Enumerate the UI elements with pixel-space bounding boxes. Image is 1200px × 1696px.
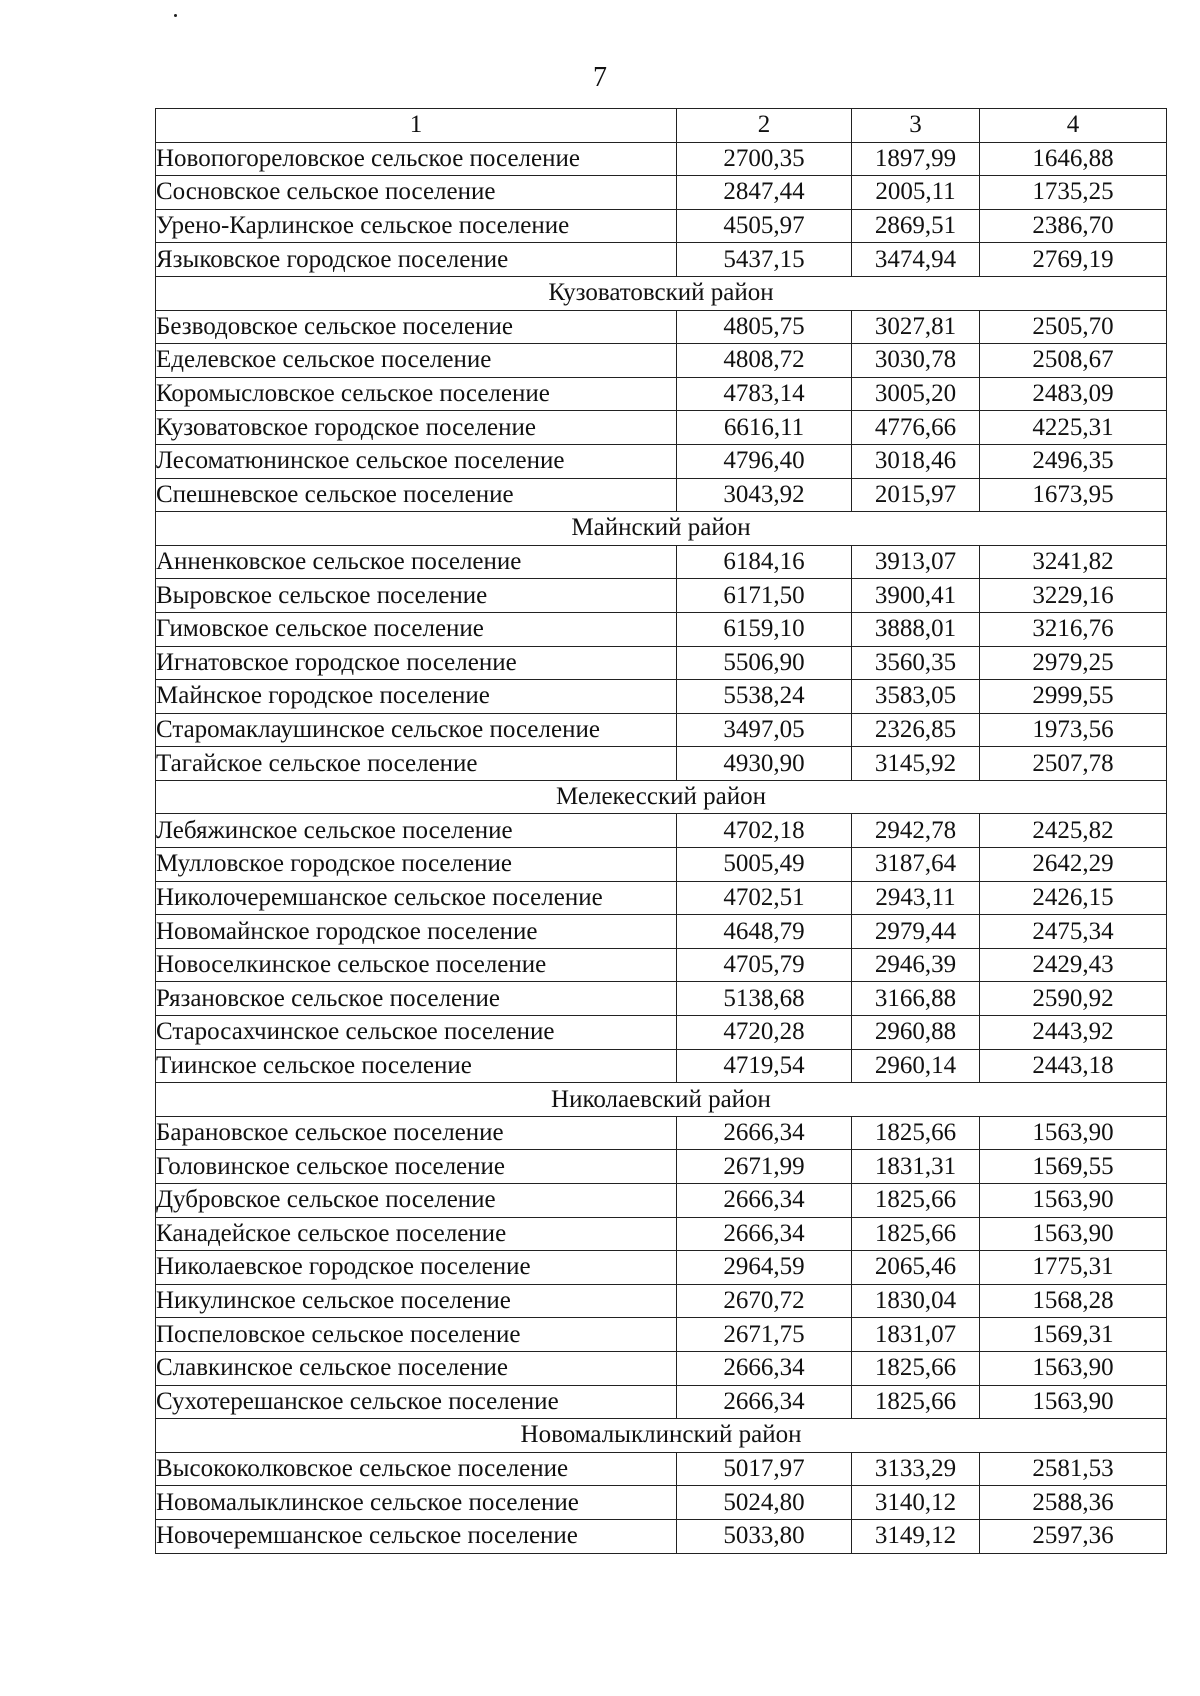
table-row (156, 142, 1167, 176)
table-header-row (156, 109, 1167, 143)
value-col-2: 5033,80 (677, 1519, 852, 1553)
value-col-4: 1569,31 (980, 1318, 1167, 1352)
settlement-name: Головинское сельское поселение (156, 1150, 677, 1184)
value-col-2: 2666,34 (677, 1184, 852, 1218)
value-col-4: 2443,18 (980, 1049, 1167, 1083)
settlement-name: Новоселкинское сельское поселение (156, 948, 677, 982)
value-col-3: 2943,11 (852, 881, 980, 915)
settlement-name: Старосахчинское сельское поселение (156, 1016, 677, 1050)
settlement-name: Сухотерешанское сельское поселение (156, 1385, 677, 1419)
value-col-4: 2386,70 (980, 209, 1167, 243)
settlement-name: Канадейское сельское поселение (156, 1217, 677, 1251)
settlement-name: Новочеремшанское сельское поселение (156, 1519, 677, 1553)
value-col-2: 4808,72 (677, 344, 852, 378)
value-col-2: 2666,34 (677, 1116, 852, 1150)
value-col-2: 2666,34 (677, 1385, 852, 1419)
value-col-4: 2581,53 (980, 1452, 1167, 1486)
value-col-4: 2505,70 (980, 310, 1167, 344)
value-col-2: 2670,72 (677, 1284, 852, 1318)
value-col-3: 1830,04 (852, 1284, 980, 1318)
table-row (156, 1016, 1167, 1050)
value-col-2: 2666,34 (677, 1217, 852, 1251)
value-col-3: 1831,31 (852, 1150, 980, 1184)
value-col-2: 4930,90 (677, 747, 852, 781)
table-row (156, 1452, 1167, 1486)
value-col-3: 3005,20 (852, 377, 980, 411)
value-col-2: 4705,79 (677, 948, 852, 982)
value-col-3: 2946,39 (852, 948, 980, 982)
settlement-name: Лесоматюнинское сельское поселение (156, 444, 677, 478)
settlement-name: Коромысловское сельское поселение (156, 377, 677, 411)
table-row (156, 982, 1167, 1016)
value-col-4: 2588,36 (980, 1486, 1167, 1520)
value-col-3: 3583,05 (852, 680, 980, 714)
value-col-3: 3474,94 (852, 243, 980, 277)
value-col-2: 2847,44 (677, 176, 852, 210)
value-col-3: 3166,88 (852, 982, 980, 1016)
district-header-row (156, 512, 1167, 546)
value-col-2: 2671,99 (677, 1150, 852, 1184)
value-col-3: 1897,99 (852, 142, 980, 176)
value-col-2: 4505,97 (677, 209, 852, 243)
value-col-2: 6184,16 (677, 545, 852, 579)
value-col-3: 3187,64 (852, 848, 980, 882)
settlement-name: Славкинское сельское поселение (156, 1351, 677, 1385)
value-col-3: 3133,29 (852, 1452, 980, 1486)
value-col-2: 4719,54 (677, 1049, 852, 1083)
value-col-3: 1825,66 (852, 1184, 980, 1218)
column-header-3: 3 (852, 109, 980, 143)
value-col-3: 2326,85 (852, 713, 980, 747)
settlements-table (155, 108, 1167, 1554)
settlement-name: Сосновское сельское поселение (156, 176, 677, 210)
settlement-name: Спешневское сельское поселение (156, 478, 677, 512)
value-col-3: 3900,41 (852, 579, 980, 613)
value-col-2: 4783,14 (677, 377, 852, 411)
table-row (156, 545, 1167, 579)
value-col-3: 4776,66 (852, 411, 980, 445)
value-col-4: 2642,29 (980, 848, 1167, 882)
value-col-4: 2426,15 (980, 881, 1167, 915)
table-row (156, 612, 1167, 646)
value-col-4: 2475,34 (980, 915, 1167, 949)
table-row (156, 176, 1167, 210)
value-col-4: 2443,92 (980, 1016, 1167, 1050)
settlement-name: Анненковское сельское поселение (156, 545, 677, 579)
table-body (156, 109, 1167, 1554)
value-col-2: 5005,49 (677, 848, 852, 882)
value-col-4: 4225,31 (980, 411, 1167, 445)
table-row (156, 713, 1167, 747)
value-col-4: 2769,19 (980, 243, 1167, 277)
value-col-4: 1646,88 (980, 142, 1167, 176)
value-col-3: 2960,88 (852, 1016, 980, 1050)
settlement-name: Лебяжинское сельское поселение (156, 814, 677, 848)
value-col-4: 1563,90 (980, 1184, 1167, 1218)
value-col-2: 2671,75 (677, 1318, 852, 1352)
value-col-4: 1569,55 (980, 1150, 1167, 1184)
value-col-4: 1735,25 (980, 176, 1167, 210)
value-col-2: 4702,18 (677, 814, 852, 848)
table-row (156, 243, 1167, 277)
value-col-3: 1825,66 (852, 1116, 980, 1150)
value-col-3: 3888,01 (852, 612, 980, 646)
district-title: Николаевский район (156, 1083, 1167, 1117)
value-col-2: 5138,68 (677, 982, 852, 1016)
settlement-name: Гимовское сельское поселение (156, 612, 677, 646)
settlement-name: Новопогореловское сельское поселение (156, 142, 677, 176)
settlement-name: Мулловское городское поселение (156, 848, 677, 882)
district-title: Майнский район (156, 512, 1167, 546)
table-row (156, 1318, 1167, 1352)
district-header-row (156, 1083, 1167, 1117)
value-col-2: 2964,59 (677, 1251, 852, 1285)
value-col-4: 2999,55 (980, 680, 1167, 714)
settlement-name: Майнское городское поселение (156, 680, 677, 714)
value-col-4: 1563,90 (980, 1351, 1167, 1385)
value-col-3: 1825,66 (852, 1217, 980, 1251)
value-col-3: 2015,97 (852, 478, 980, 512)
settlement-name: Игнатовское городское поселение (156, 646, 677, 680)
district-title: Новомалыклинский район (156, 1419, 1167, 1453)
table-row (156, 310, 1167, 344)
value-col-4: 1673,95 (980, 478, 1167, 512)
value-col-4: 2597,36 (980, 1519, 1167, 1553)
settlement-name: Барановское сельское поселение (156, 1116, 677, 1150)
value-col-2: 5538,24 (677, 680, 852, 714)
table-row (156, 814, 1167, 848)
settlement-name: Поспеловское сельское поселение (156, 1318, 677, 1352)
table-row (156, 747, 1167, 781)
settlement-name: Тагайское сельское поселение (156, 747, 677, 781)
table-row (156, 1284, 1167, 1318)
settlement-name: Кузоватовское городское поселение (156, 411, 677, 445)
value-col-4: 2590,92 (980, 982, 1167, 1016)
table-row (156, 848, 1167, 882)
value-col-2: 5024,80 (677, 1486, 852, 1520)
table-row (156, 1150, 1167, 1184)
value-col-4: 2496,35 (980, 444, 1167, 478)
table-row (156, 1486, 1167, 1520)
value-col-4: 2508,67 (980, 344, 1167, 378)
settlement-name: Старомаклаушинское сельское поселение (156, 713, 677, 747)
settlement-name: Никулинское сельское поселение (156, 1284, 677, 1318)
value-col-4: 1973,56 (980, 713, 1167, 747)
scan-speck (174, 14, 177, 17)
value-col-2: 4648,79 (677, 915, 852, 949)
table-row (156, 915, 1167, 949)
district-header-row (156, 276, 1167, 310)
value-col-4: 1568,28 (980, 1284, 1167, 1318)
value-col-2: 3043,92 (677, 478, 852, 512)
value-col-2: 2666,34 (677, 1351, 852, 1385)
value-col-3: 2942,78 (852, 814, 980, 848)
table-row (156, 579, 1167, 613)
table-row (156, 478, 1167, 512)
settlement-name: Рязановское сельское поселение (156, 982, 677, 1016)
value-col-4: 2979,25 (980, 646, 1167, 680)
column-header-4: 4 (980, 109, 1167, 143)
table-row (156, 1184, 1167, 1218)
district-header-row (156, 780, 1167, 814)
value-col-2: 5506,90 (677, 646, 852, 680)
table-row (156, 1049, 1167, 1083)
value-col-3: 3913,07 (852, 545, 980, 579)
settlement-name: Новомайнское городское поселение (156, 915, 677, 949)
value-col-2: 2700,35 (677, 142, 852, 176)
value-col-2: 3497,05 (677, 713, 852, 747)
value-col-2: 4720,28 (677, 1016, 852, 1050)
table-row (156, 1116, 1167, 1150)
value-col-2: 5017,97 (677, 1452, 852, 1486)
value-col-3: 3560,35 (852, 646, 980, 680)
settlement-name: Дубровское сельское поселение (156, 1184, 677, 1218)
value-col-4: 2429,43 (980, 948, 1167, 982)
column-header-1: 1 (156, 109, 677, 143)
value-col-2: 5437,15 (677, 243, 852, 277)
value-col-3: 3027,81 (852, 310, 980, 344)
value-col-4: 2425,82 (980, 814, 1167, 848)
settlement-name: Урено-Карлинское сельское поселение (156, 209, 677, 243)
value-col-2: 6171,50 (677, 579, 852, 613)
value-col-3: 2979,44 (852, 915, 980, 949)
table-row (156, 646, 1167, 680)
value-col-3: 3140,12 (852, 1486, 980, 1520)
settlement-name: Новомалыклинское сельское поселение (156, 1486, 677, 1520)
value-col-2: 4796,40 (677, 444, 852, 478)
value-col-4: 3229,16 (980, 579, 1167, 613)
value-col-2: 4702,51 (677, 881, 852, 915)
page-number: 7 (593, 62, 607, 93)
table-row (156, 1519, 1167, 1553)
table-row (156, 1385, 1167, 1419)
value-col-3: 2960,14 (852, 1049, 980, 1083)
settlement-name: Еделевское сельское поселение (156, 344, 677, 378)
table-row (156, 444, 1167, 478)
settlement-name: Безводовское сельское поселение (156, 310, 677, 344)
table-row (156, 377, 1167, 411)
table-row (156, 948, 1167, 982)
table-row (156, 209, 1167, 243)
value-col-3: 2005,11 (852, 176, 980, 210)
value-col-3: 1825,66 (852, 1385, 980, 1419)
value-col-4: 2483,09 (980, 377, 1167, 411)
table-row (156, 411, 1167, 445)
value-col-3: 3030,78 (852, 344, 980, 378)
table-row (156, 881, 1167, 915)
value-col-4: 1775,31 (980, 1251, 1167, 1285)
value-col-3: 2869,51 (852, 209, 980, 243)
district-title: Мелекесский район (156, 780, 1167, 814)
value-col-3: 3018,46 (852, 444, 980, 478)
value-col-4: 3241,82 (980, 545, 1167, 579)
value-col-4: 3216,76 (980, 612, 1167, 646)
value-col-3: 1831,07 (852, 1318, 980, 1352)
value-col-3: 3145,92 (852, 747, 980, 781)
value-col-4: 1563,90 (980, 1385, 1167, 1419)
table-row (156, 680, 1167, 714)
column-header-2: 2 (677, 109, 852, 143)
value-col-3: 1825,66 (852, 1351, 980, 1385)
value-col-3: 2065,46 (852, 1251, 980, 1285)
settlement-name: Николаевское городское поселение (156, 1251, 677, 1285)
value-col-4: 1563,90 (980, 1116, 1167, 1150)
settlement-name: Николочеремшанское сельское поселение (156, 881, 677, 915)
value-col-2: 6616,11 (677, 411, 852, 445)
settlement-name: Языковское городское поселение (156, 243, 677, 277)
table-row (156, 1251, 1167, 1285)
value-col-4: 2507,78 (980, 747, 1167, 781)
settlement-name: Тиинское сельское поселение (156, 1049, 677, 1083)
value-col-4: 1563,90 (980, 1217, 1167, 1251)
district-header-row (156, 1419, 1167, 1453)
table-row (156, 1351, 1167, 1385)
value-col-2: 4805,75 (677, 310, 852, 344)
value-col-2: 6159,10 (677, 612, 852, 646)
table-row (156, 344, 1167, 378)
table-row (156, 1217, 1167, 1251)
district-title: Кузоватовский район (156, 276, 1167, 310)
value-col-3: 3149,12 (852, 1519, 980, 1553)
settlement-name: Выровское сельское поселение (156, 579, 677, 613)
settlement-name: Высококолковское сельское поселение (156, 1452, 677, 1486)
